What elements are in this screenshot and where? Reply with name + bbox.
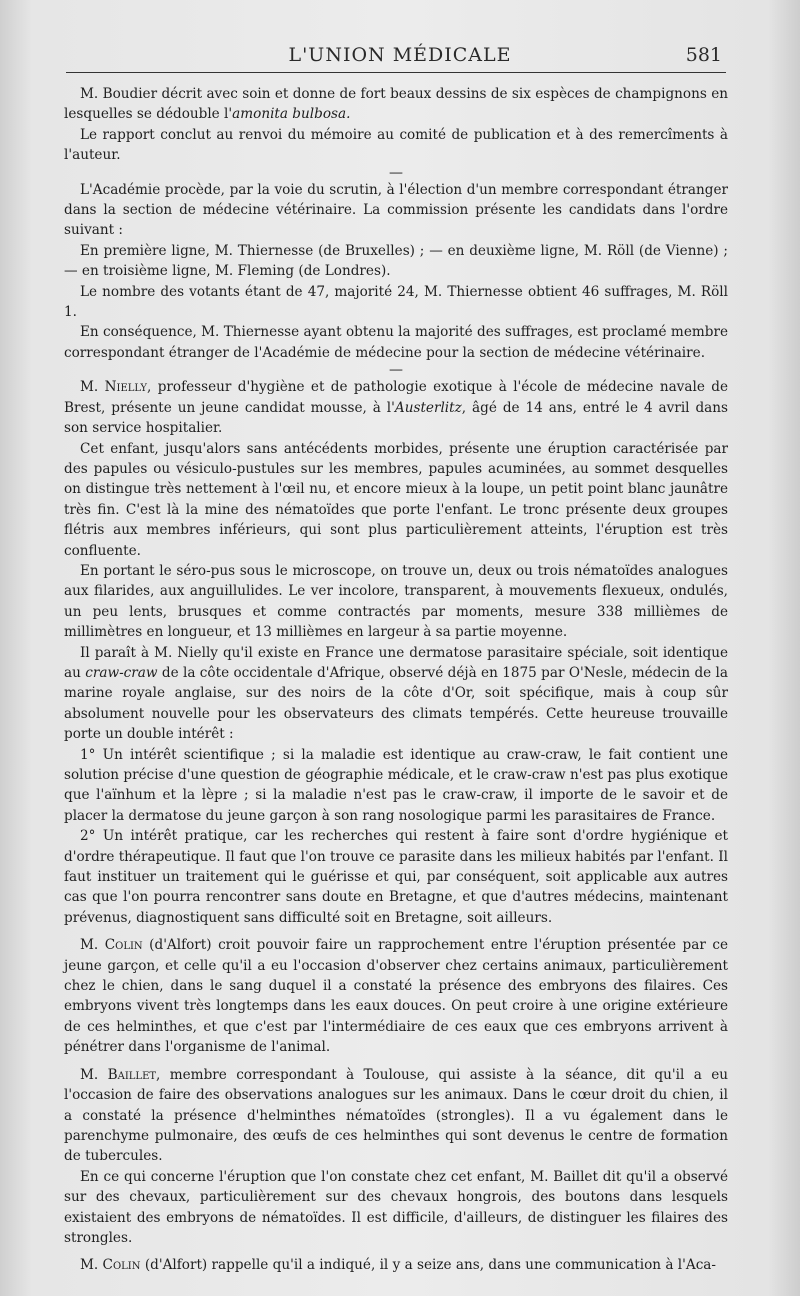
paragraph-eruption: Cet enfant, jusqu'alors sans antécédents morbides, présente une éruption caractérisée par des papules ou vésiculo-pustules sur les membres, papules acuminées, au sommet desquelles on distingue très nettement à l'œil nu, et encore mieux à la loupe, un petit point blanc jaunâtre très fin. C'est là la mine des nématoïdes que porte l'enfant. Le tronc présente deux groupes flétris aux membres inférieurs, qui sont plus particulièrement atteints, l'éruption est très confluente. — [64, 440, 728, 559]
speaker-name: M. Colin — [80, 1257, 141, 1274]
running-header — [70, 44, 730, 70]
paragraph-baillet: M. Baillet, membre correspondant à Toulouse, qui assiste à la séance, dit qu'il a eu l'occasion de faire des observations analogues sur les animaux. Dans le cœur droit du chien, il a constaté la présence d'helminthes nématoïdes (strongles). Il a vu également dans le parenchyme pulmonaire, des œufs de ces helminthes qui sont devenus le centre de formation de tubercules. — [64, 1066, 728, 1165]
speaker-name: M. Colin — [80, 937, 143, 954]
ship-name: Austerlitz — [394, 399, 462, 416]
species-name: amonita bulbosa. — [232, 106, 351, 123]
article-body — [64, 84, 728, 1276]
paragraph-boudier: M. Boudier décrit avec soin et donne de fort beaux dessins de six espèces de champignons en lesquelles se dédouble l'amonita bulbosa. — [64, 86, 728, 123]
paragraph-report: Le rapport conclut au renvoi du mémoire au comité de publication et à des remercîments à l'auteur. — [64, 126, 728, 164]
section-separator: — — [389, 164, 403, 181]
paragraph-interest-scientific: 1° Un intérêt scientifique ; si la maladie est identique au craw-craw, le fait contient une solution précise d'une question de géographie médicale, et le craw-craw n'est pas plus exotique que l'aïnhum et la lèpre ; si la maladie n'est pas le craw-craw, il importe de le savoir et de placer la dermatose du jeune garçon à son rang nosologique parmi les parasitaires de France. — [64, 746, 728, 824]
speaker-name: M. Nielly, — [80, 379, 152, 396]
paragraph-proclamation: En conséquence, M. Thiernesse ayant obtenu la majorité des suffrages, est proclamé membre correspondant étranger de l'Académie de médecine pour la section de médecine vétérinaire. — [64, 324, 728, 361]
paragraph-vote-count: Le nombre des votants étant de 47, majorité 24, M. Thiernesse obtient 46 suffrages, M. Röll 1. — [64, 283, 728, 321]
paragraph-microscope: En portant le séro-pus sous le microscope, on trouve un, deux ou trois nématoïdes analogues aux filarides, aux anguillulides. Le ver incolore, transparent, à mouvements flexueux, ondulés, un peu lents, brusques et comme contractés par moments, mesure 338 millièmes de millimètres en longueur, et 13 millièmes en largeur à sa partie moyenne. — [64, 562, 728, 641]
section-separator: — — [389, 362, 403, 379]
page-number: 581 — [685, 44, 722, 66]
paragraph-candidates: En première ligne, M. Thiernesse (de Bruxelles) ; — en deuxième ligne, M. Röll (de Vienne) ; — en troisième ligne, M. Fleming (de Londres). — [64, 242, 728, 280]
speaker-name: M. Baillet, — [80, 1066, 161, 1083]
paragraph-nielly: M. Nielly, professeur d'hygiène et de pathologie exotique à l'école de médecine navale de Brest, présente un jeune candidat mousse, à l'Austerlitz, âgé de 14 ans, entré le 4 avril dans son service hospitalier. — [64, 379, 728, 437]
paragraph-election: L'Académie procède, par la voie du scrutin, à l'élection d'un membre correspondant étranger dans la section de médecine vétérinaire. La commission présente les candidats dans l'ordre suivant : — [64, 181, 728, 239]
paragraph-dermatose: Il paraît à M. Nielly qu'il existe en France une dermatose parasitaire spéciale, soit identique au craw-craw de la côte occidentale d'Afrique, observé déjà en 1875 par O'Nesle, médecin de la marine royale anglaise, sur des noirs de la côte d'Or, soit spécifique, mais à coup sûr absolument nouvelle pour les observateurs des climats tempérés. Cette heureuse trouvaille porte un double intérêt : — [64, 644, 729, 743]
header-rule — [66, 72, 726, 73]
running-title: L'UNION MÉDICALE — [288, 44, 512, 66]
disease-name: craw-craw — [85, 664, 158, 681]
paragraph-horses: En ce qui concerne l'éruption que l'on constate chez cet enfant, M. Baillet dit qu'il a observé sur des chevaux, particulièrement sur des chevaux hongrois, des boutons dans lesquels existaient des embryons de nématoïdes. Il est difficile, d'ailleurs, de distinguer les filaires des strongles. — [64, 1168, 728, 1246]
paragraph-colin-reply: M. Colin (d'Alfort) rappelle qu'il a indiqué, il y a seize ans, dans une communication à l'Aca- — [80, 1257, 716, 1274]
paragraph-colin: M. Colin (d'Alfort) croit pouvoir faire un rapprochement entre l'éruption présentée par ce jeune garçon, et celle qu'il a eu l'occasion d'observer chez certains animaux, particulièrement chez le chien, dans le sang duquel il a constaté la présence des embryons des filaires. Ces embryons vivent très longtemps dans les eaux douces. On peut croire à une origine extérieure de ces helminthes, et que c'est par l'intermédiaire de ces eaux que ces embryons arrivent à pénétrer dans l'organisme de l'animal. — [64, 937, 728, 1056]
paragraph-interest-practical: 2° Un intérêt pratique, car les recherches qui restent à faire sont d'ordre hygiénique et d'ordre thérapeutique. Il faut que l'on trouve ce parasite dans les milieux habités par l'enfant. Il faut instituer un traitement qui le guérisse et qui, par conséquent, soit applicable aux autres cas que l'on pourra rencontrer sans doute en Bretagne, et que d'autres médecins, maintenant prévenus, diagnostiquent sans difficulté soit en Bretagne, soit ailleurs. — [64, 828, 728, 926]
